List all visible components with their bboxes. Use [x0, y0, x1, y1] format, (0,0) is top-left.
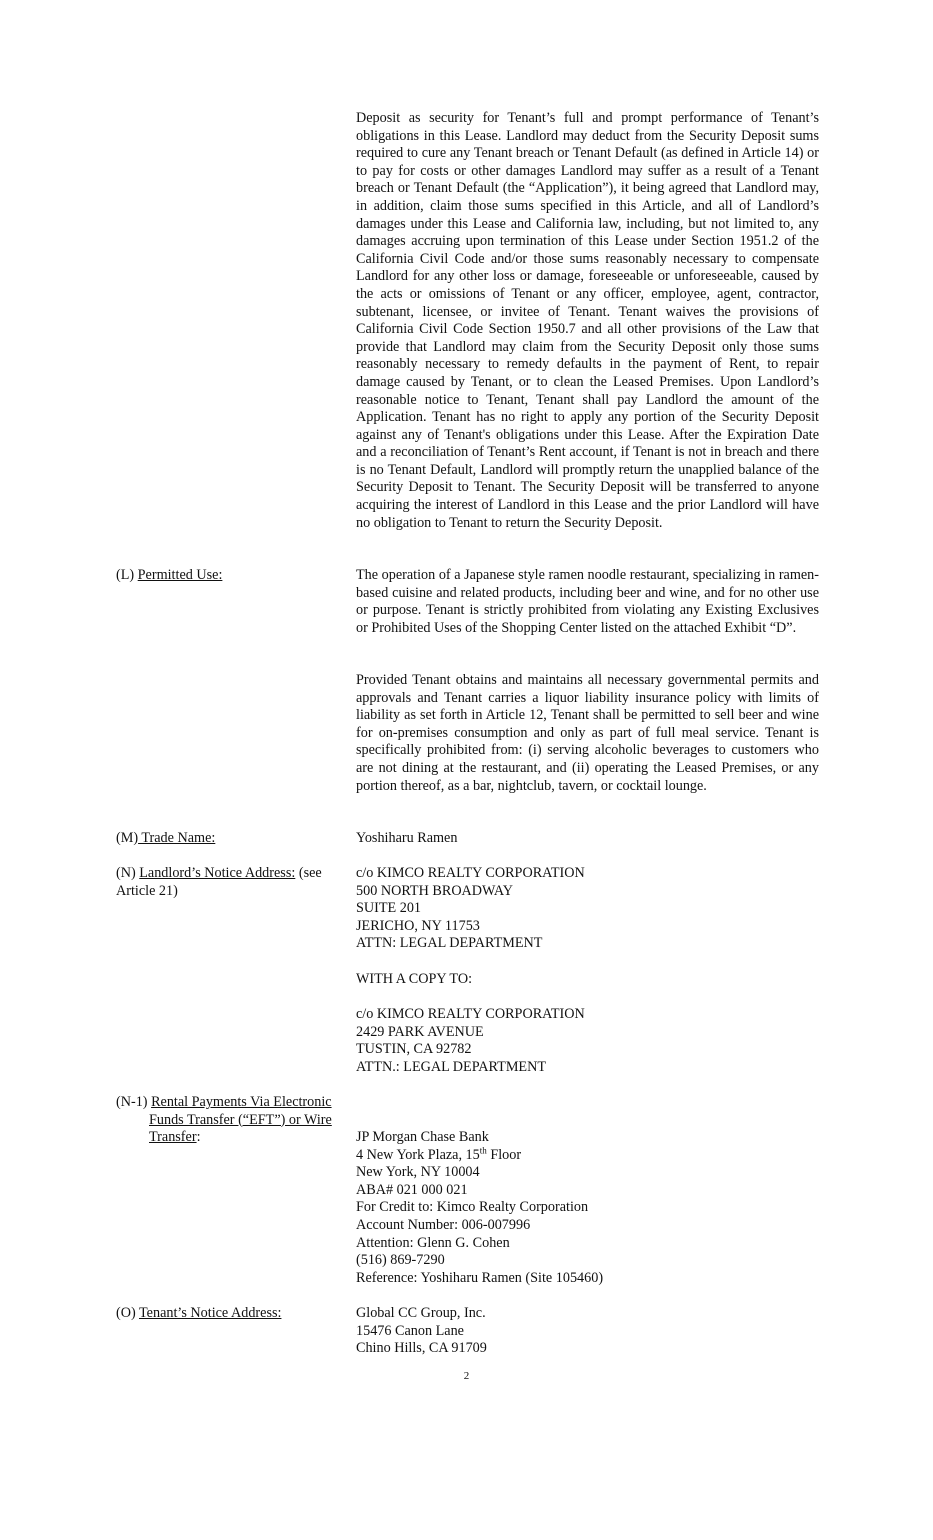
- permitted-use-label: [116, 567, 354, 585]
- copy-to-heading: WITH A COPY TO:: [356, 971, 473, 987]
- address-line: c/o KIMCO REALTY CORPORATION: [356, 865, 585, 881]
- street-text-end: Floor: [486, 1146, 522, 1163]
- address-line: TUSTIN, CA 92782: [356, 1041, 472, 1058]
- section-suffix: (see Article 21): [116, 865, 322, 899]
- address-line: JERICHO, NY 11753: [356, 917, 480, 934]
- trade-name-value: Yoshiharu Ramen: [356, 830, 458, 846]
- section-title-line-2: Funds Transfer (“EFT”) or Wire: [149, 1111, 332, 1128]
- bank-line: Attention: Glenn G. Cohen: [356, 1234, 510, 1251]
- section-prefix: (N-1): [116, 1094, 152, 1110]
- address-line: ATTN.: LEGAL DEPARTMENT: [356, 1058, 547, 1075]
- page-number: 2: [463, 1370, 470, 1382]
- section-title: Permitted Use:: [137, 567, 223, 583]
- ordinal-suffix: th: [479, 1144, 487, 1155]
- section-prefix: (O): [116, 1305, 139, 1321]
- trade-name-label: [116, 830, 354, 848]
- bank-details: [356, 1129, 826, 1287]
- bank-line: New York, NY 10004: [356, 1164, 480, 1181]
- landlord-address-copy: [356, 1006, 826, 1076]
- rental-payments-label: [116, 1094, 356, 1147]
- section-title: Rental Payments Via Electronic: [151, 1094, 332, 1110]
- section-title-line-3: Transfer: [149, 1129, 197, 1146]
- address-line: Chino Hills, CA 91709: [356, 1340, 487, 1357]
- address-line: 2429 PARK AVENUE: [356, 1023, 484, 1040]
- bank-line: For Credit to: Kimco Realty Corporation: [356, 1199, 589, 1216]
- permitted-use-paragraph-2: Provided Tenant obtains and maintains all necessary governmental permits and approvals and Tenant carries a liquor liability insurance policy with limits of liability as set forth in Article 12, Tenant shall be permitted to sell beer and wine for on-premises consumption and only as part of full meal service. Tenant is specifically prohibited from: (i) serving alcoholic beverages to customers who are not dining at the restaurant, and (ii) operating the Leased Premises, or any portion thereof, as a bar, nightclub, tavern, or cocktail lounge.: [356, 672, 819, 794]
- permitted-use-paragraph-1: The operation of a Japanese style ramen noodle restaurant, specializing in ramen-based cuisine and related products, including beer and wine, and for no other use or purpose. Tenant is strictly prohibited from violating any Existing Exclusives or Prohibited Uses of the Shopping Center listed on the attached Exhibit “D”.: [356, 567, 819, 636]
- bank-line: ABA# 021 000 021: [356, 1181, 468, 1198]
- address-line: 500 NORTH BROADWAY: [356, 882, 514, 899]
- label-line: [116, 1112, 356, 1130]
- landlord-address-primary: [356, 865, 826, 953]
- label-colon: :: [196, 1129, 201, 1146]
- label-line: [116, 1094, 356, 1112]
- section-prefix: (L): [116, 567, 138, 583]
- section-prefix: (N): [116, 865, 140, 881]
- bank-name: JP Morgan Chase Bank: [356, 1129, 489, 1145]
- address-line: ATTN: LEGAL DEPARTMENT: [356, 935, 543, 952]
- address-line: Global CC Group, Inc.: [356, 1305, 486, 1321]
- address-line: SUITE 201: [356, 900, 422, 917]
- section-title: Landlord’s Notice Address:: [139, 865, 296, 881]
- section-prefix: (M): [116, 830, 139, 846]
- address-line: 15476 Canon Lane: [356, 1322, 464, 1339]
- address-line: c/o KIMCO REALTY CORPORATION: [356, 1006, 585, 1022]
- street-text: 4 New York Plaza, 15: [356, 1146, 480, 1163]
- section-title: Tenant’s Notice Address:: [139, 1305, 282, 1321]
- tenant-address: [356, 1305, 826, 1358]
- tenant-notice-label: [116, 1305, 354, 1323]
- landlord-notice-label: [116, 865, 348, 900]
- label-line: [116, 1129, 356, 1147]
- bank-line: Account Number: 006-007996: [356, 1216, 531, 1233]
- section-title: Trade Name:: [138, 830, 216, 846]
- bank-street: [356, 1144, 826, 1165]
- bank-line: (516) 869-7290: [356, 1252, 445, 1269]
- security-deposit-paragraph: Deposit as security for Tenant’s full and prompt performance of Tenant’s obligations in this Lease. Landlord may deduct from the Security Deposit sums required to cure any Tenant breach or Tenant Default (as defined in Article 14) or to pay for costs or other damages Landlord may suffer as a result of a Tenant breach or Tenant Default (the “Application”), it being agreed that Landlord may, in addition, claim those sums specified in this Article, and all of Landlord’s damages under this Lease and California law, including, but not limited to, any damages accruing upon termination of this Lease under Section 1951.2 of the California Civil Code and/or those sums reasonably necessary to compensate Landlord for any other loss or damage, foreseeable or unforeseeable, caused by the acts or omissions of Tenant or any officer, employee, agent, contractor, subtenant, licensee, or invitee of Tenant. Tenant waives the provisions of California Civil Code Section 1950.7 and all other provisions of the Law that provide that Landlord may claim from the Security Deposit only those sums reasonably necessary to remedy defaults in the payment of Rent, to repair damage caused by Tenant, or to clean the Leased Premises. Upon Landlord’s reasonable notice to Tenant, Tenant shall pay Landlord the amount of the Application. Tenant has no right to apply any portion of the Security Deposit against any of Tenant's obligations under this Lease. After the Expiration Date and a reconciliation of Tenant’s Rent account, if Tenant is not in breach and there is no Tenant Default, Landlord will promptly return the unapplied balance of the Security Deposit to Tenant. The Security Deposit will be transferred to anyone acquiring the interest of Landlord in this Lease and the prior Landlord will have no obligation to Tenant to return the Security Deposit.: [356, 110, 819, 531]
- bank-line: Reference: Yoshiharu Ramen (Site 105460): [356, 1269, 604, 1286]
